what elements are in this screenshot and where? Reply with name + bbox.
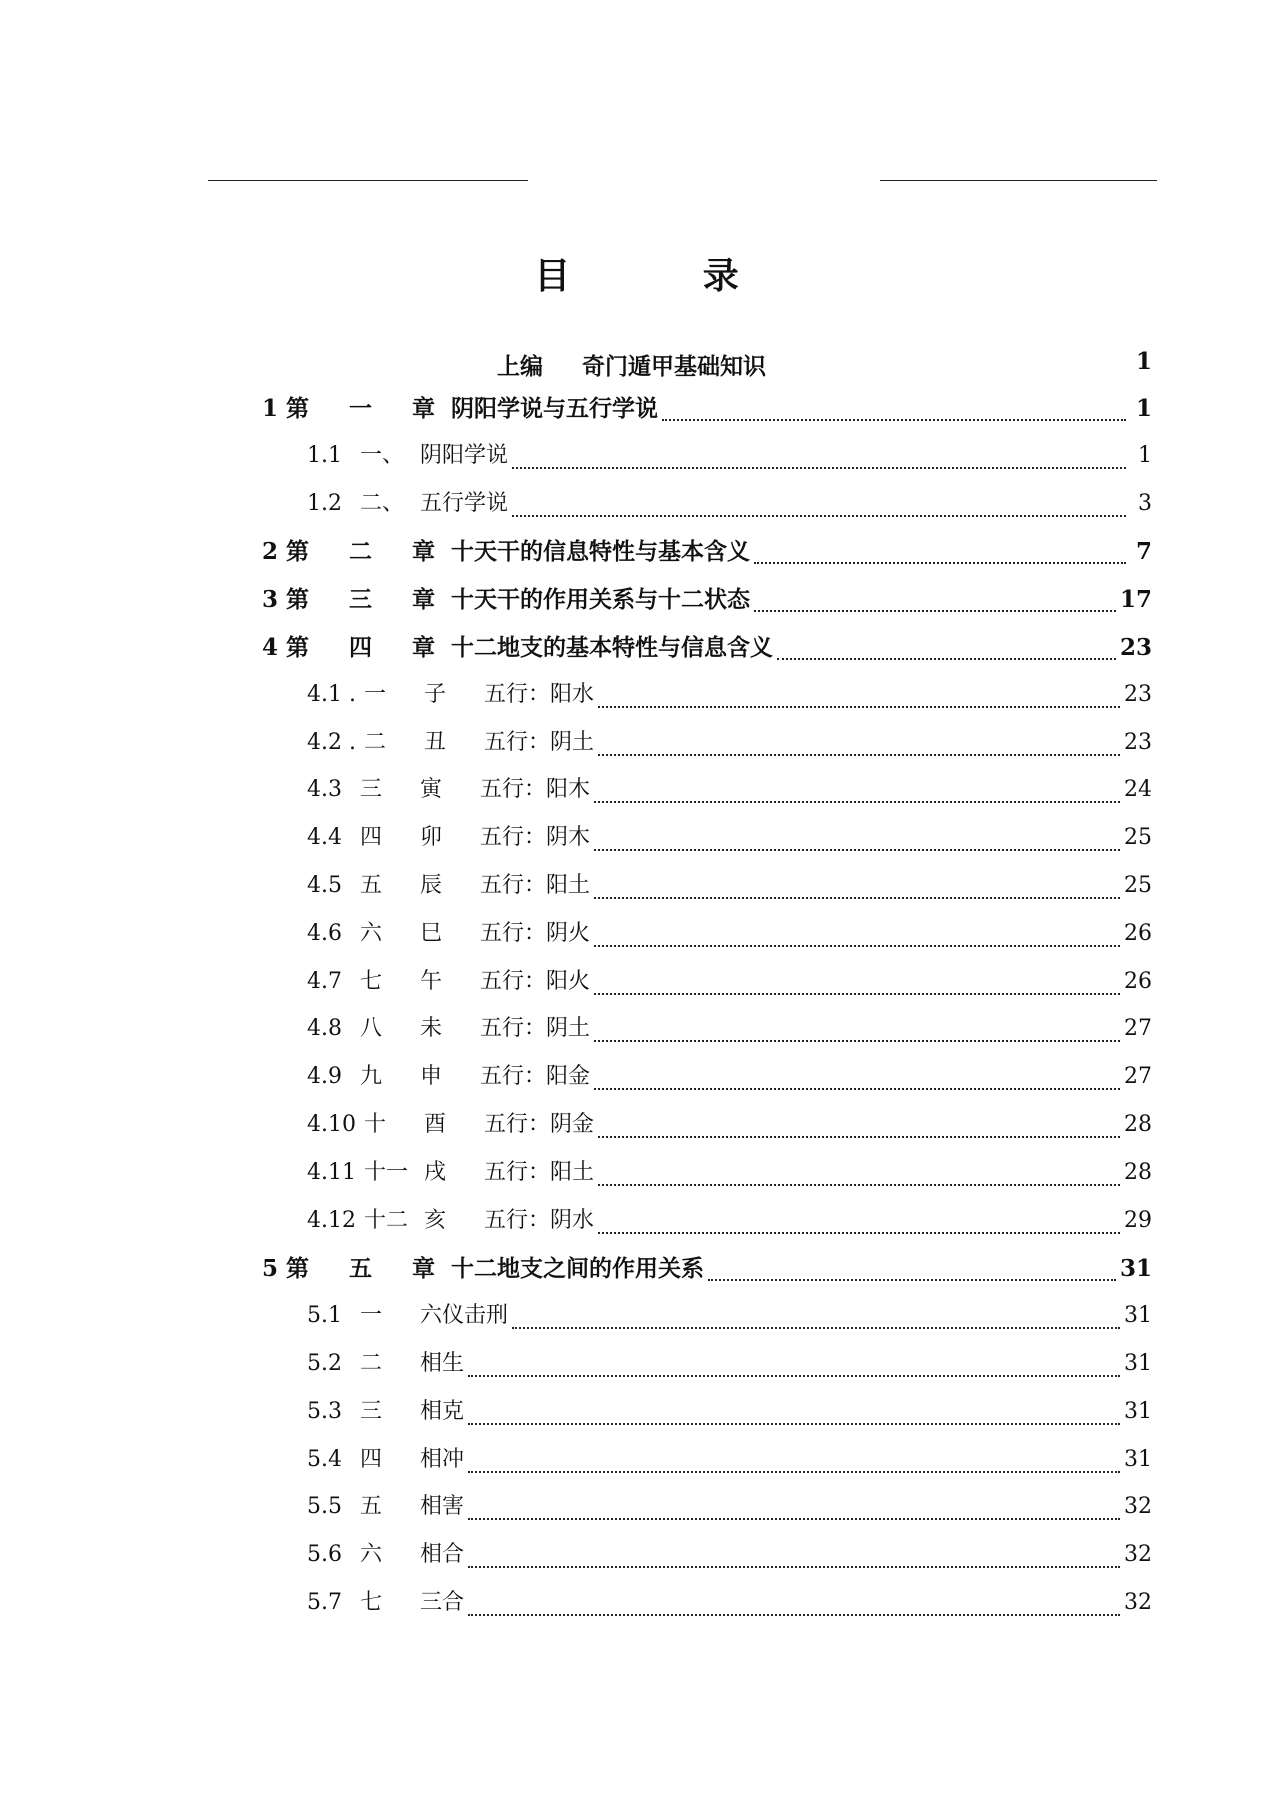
toc-chapter-entry[interactable] xyxy=(262,581,1152,621)
toc-chapter-entry[interactable] xyxy=(262,390,1152,430)
section-number: 1.1 xyxy=(307,442,342,468)
toc-chapter-entry[interactable] xyxy=(262,533,1152,573)
dot-leader xyxy=(512,515,1126,517)
dot-leader xyxy=(598,1184,1120,1186)
section-number: 5.4 xyxy=(307,1446,342,1472)
section-title: 五行：阳金 xyxy=(480,1064,591,1090)
dot-leader xyxy=(598,1232,1120,1234)
section-number: 4.10 xyxy=(307,1112,356,1137)
page-number: 31 xyxy=(1124,1351,1152,1376)
chapter-label: 第 一 章 xyxy=(286,395,452,422)
section-ordinal: 二、 xyxy=(360,490,405,516)
part-page-number: 1 xyxy=(1135,348,1152,375)
section-number: 4.7 xyxy=(307,968,342,994)
section-title: 五行：阴土 xyxy=(483,729,594,755)
section-number: 5.2 xyxy=(307,1351,342,1376)
section-ordinal: 一 xyxy=(363,681,386,707)
section-title: 五行：阳水 xyxy=(483,681,594,707)
page-number: 23 xyxy=(1124,729,1152,755)
dot-leader xyxy=(708,1279,1116,1281)
toc-section-entry[interactable] xyxy=(262,1394,1152,1434)
dot-leader xyxy=(777,658,1116,660)
page-number: 27 xyxy=(1124,1064,1152,1090)
dot-leader xyxy=(512,467,1126,469)
toc-section-entry[interactable] xyxy=(262,1011,1152,1051)
toc-section-entry[interactable] xyxy=(262,1155,1152,1195)
section-ordinal: 七 xyxy=(360,968,383,994)
section-title: 五行：阳木 xyxy=(480,777,591,803)
dot-leader xyxy=(598,754,1120,756)
section-ordinal: 九 xyxy=(360,1064,383,1090)
section-ordinal: 四 xyxy=(360,1446,383,1472)
section-number: 4.2 . xyxy=(307,729,356,755)
section-title: 相生 xyxy=(420,1351,465,1376)
toc-section-entry[interactable] xyxy=(262,916,1152,956)
dot-leader xyxy=(598,706,1120,708)
toc-section-entry[interactable] xyxy=(262,1107,1152,1147)
section-ordinal: 五 xyxy=(360,1494,383,1520)
section-ordinal: 五 xyxy=(360,873,383,898)
dot-leader xyxy=(468,1614,1120,1616)
section-title: 相冲 xyxy=(420,1446,465,1472)
section-ordinal: 一 xyxy=(360,1303,383,1329)
toc-section-entry[interactable] xyxy=(262,1059,1152,1099)
dot-leader xyxy=(754,610,1116,612)
section-title: 相害 xyxy=(420,1494,465,1520)
section-branch: 寅 xyxy=(420,777,443,803)
section-ordinal: 二 xyxy=(363,729,386,755)
section-ordinal: 七 xyxy=(360,1590,383,1615)
page-number: 1 xyxy=(1135,395,1152,422)
section-branch: 辰 xyxy=(420,873,443,898)
section-number: 1.2 xyxy=(307,490,342,516)
section-title: 三合 xyxy=(420,1590,465,1615)
page-number: 29 xyxy=(1124,1207,1152,1233)
page-number: 23 xyxy=(1124,681,1152,707)
section-ordinal: 十 xyxy=(363,1112,386,1137)
dot-leader xyxy=(594,801,1120,803)
section-ordinal: 十一 xyxy=(363,1159,408,1185)
section-branch: 子 xyxy=(423,681,446,707)
section-branch: 巳 xyxy=(420,920,443,946)
section-title: 五行：阴金 xyxy=(483,1112,594,1137)
section-ordinal: 三 xyxy=(360,1398,383,1424)
toc-section-entry[interactable] xyxy=(262,725,1152,765)
section-branch: 戌 xyxy=(423,1159,446,1185)
dot-leader xyxy=(512,1327,1120,1329)
dot-leader xyxy=(594,897,1120,899)
section-ordinal: 十二 xyxy=(363,1207,408,1233)
section-ordinal: 四 xyxy=(360,825,383,851)
page-number: 25 xyxy=(1124,873,1152,898)
page-number: 28 xyxy=(1124,1112,1152,1137)
section-branch: 亥 xyxy=(423,1207,446,1233)
section-branch: 午 xyxy=(420,968,443,994)
toc-section-entry[interactable] xyxy=(262,964,1152,1004)
section-branch: 酉 xyxy=(423,1112,446,1137)
section-title: 五行：阴水 xyxy=(483,1207,594,1233)
page-number: 26 xyxy=(1124,920,1152,946)
section-number: 5.5 xyxy=(307,1494,342,1520)
dot-leader xyxy=(594,1040,1120,1042)
toc-section-entry[interactable] xyxy=(262,1585,1152,1625)
toc-section-entry[interactable] xyxy=(262,868,1152,908)
section-ordinal: 一、 xyxy=(360,442,405,468)
toc-section-entry[interactable] xyxy=(262,1489,1152,1529)
toc-section-entry[interactable] xyxy=(262,1442,1152,1482)
section-number: 4.1 . xyxy=(307,681,356,707)
section-title: 五行：阳土 xyxy=(480,873,591,898)
dot-leader xyxy=(468,1471,1120,1473)
page-number: 31 xyxy=(1124,1303,1152,1329)
chapter-number: 4 xyxy=(262,634,279,661)
page-number: 32 xyxy=(1124,1542,1152,1568)
chapter-title: 十二地支的基本特性与信息含义 xyxy=(451,634,773,661)
toc-section-entry[interactable] xyxy=(262,772,1152,812)
chapter-title: 十天干的信息特性与基本含义 xyxy=(451,538,750,566)
dot-leader xyxy=(598,1136,1120,1138)
chapter-title: 十天干的作用关系与十二状态 xyxy=(451,586,750,614)
toc-section-entry[interactable] xyxy=(262,438,1152,478)
chapter-number: 2 xyxy=(262,538,279,566)
section-branch: 未 xyxy=(420,1016,443,1042)
chapter-number: 5 xyxy=(262,1255,279,1283)
chapter-title: 阴阳学说与五行学说 xyxy=(451,395,658,422)
section-number: 4.11 xyxy=(307,1159,356,1185)
chapter-label: 第 三 章 xyxy=(286,586,452,614)
toc-section-entry[interactable] xyxy=(262,820,1152,860)
section-title: 阴阳学说 xyxy=(420,442,509,468)
section-number: 4.3 xyxy=(307,777,342,803)
toc-section-entry[interactable] xyxy=(262,486,1152,526)
section-title: 五行：阴木 xyxy=(480,825,591,851)
section-number: 4.12 xyxy=(307,1207,356,1233)
page-number: 1 xyxy=(1138,442,1152,468)
dot-leader xyxy=(468,1566,1120,1568)
section-ordinal: 三 xyxy=(360,777,383,803)
section-number: 5.3 xyxy=(307,1398,342,1424)
section-number: 5.7 xyxy=(307,1590,342,1615)
section-title: 五行：阳火 xyxy=(480,968,591,994)
section-title: 相克 xyxy=(420,1398,465,1424)
dot-leader xyxy=(594,1088,1120,1090)
section-title: 相合 xyxy=(420,1542,465,1568)
section-branch: 申 xyxy=(420,1064,443,1090)
dot-leader xyxy=(468,1423,1120,1425)
section-ordinal: 八 xyxy=(360,1016,383,1042)
page-number: 31 xyxy=(1124,1446,1152,1472)
section-number: 4.9 xyxy=(307,1064,342,1090)
chapter-title: 十二地支之间的作用关系 xyxy=(451,1255,704,1283)
dot-leader xyxy=(662,419,1126,421)
part-name: 奇门遁甲基础知识 xyxy=(582,353,766,380)
page-number: 28 xyxy=(1124,1159,1152,1185)
toc-section-entry[interactable] xyxy=(262,1537,1152,1577)
section-ordinal: 二 xyxy=(360,1351,383,1376)
section-number: 4.5 xyxy=(307,873,342,898)
section-title: 五行学说 xyxy=(420,490,509,516)
chapter-label: 第 五 章 xyxy=(286,1255,452,1283)
page-number: 26 xyxy=(1124,968,1152,994)
chapter-label: 第 四 章 xyxy=(286,634,452,661)
page-number: 25 xyxy=(1124,825,1152,851)
page-number: 23 xyxy=(1119,634,1152,661)
section-number: 4.8 xyxy=(307,1016,342,1042)
page-number: 7 xyxy=(1135,538,1152,566)
section-title: 五行：阳土 xyxy=(483,1159,594,1185)
chapter-label: 第 二 章 xyxy=(286,538,452,566)
part-label: 上编 xyxy=(497,353,543,380)
header-rule-left xyxy=(208,180,528,181)
section-title: 五行：阴火 xyxy=(480,920,591,946)
dot-leader xyxy=(754,562,1126,564)
page-number: 31 xyxy=(1119,1255,1152,1283)
section-ordinal: 六 xyxy=(360,920,383,946)
section-ordinal: 六 xyxy=(360,1542,383,1568)
page-number: 32 xyxy=(1124,1494,1152,1520)
section-number: 5.1 xyxy=(307,1303,342,1329)
section-number: 4.4 xyxy=(307,825,342,851)
header-rule-right xyxy=(880,180,1157,181)
page-number: 32 xyxy=(1124,1590,1152,1615)
section-title: 六仪击刑 xyxy=(420,1303,509,1329)
page-number: 31 xyxy=(1124,1398,1152,1424)
section-title: 五行：阴土 xyxy=(480,1016,591,1042)
page-number: 17 xyxy=(1119,586,1152,614)
toc-chapter-entry[interactable] xyxy=(262,629,1152,669)
page-number: 27 xyxy=(1124,1016,1152,1042)
toc-section-entry[interactable] xyxy=(262,1203,1152,1243)
dot-leader xyxy=(468,1518,1120,1520)
section-branch: 丑 xyxy=(423,729,446,755)
page-title: 目 录 xyxy=(534,255,799,297)
chapter-number: 3 xyxy=(262,586,279,614)
toc-section-entry[interactable] xyxy=(262,1346,1152,1386)
chapter-number: 1 xyxy=(262,395,279,422)
dot-leader xyxy=(468,1375,1120,1377)
toc-section-entry[interactable] xyxy=(262,1298,1152,1338)
dot-leader xyxy=(594,993,1120,995)
dot-leader xyxy=(594,849,1120,851)
page-number: 24 xyxy=(1124,777,1152,803)
section-branch: 卯 xyxy=(420,825,443,851)
page-number: 3 xyxy=(1138,490,1152,516)
toc-section-entry[interactable] xyxy=(262,677,1152,717)
toc-chapter-entry[interactable] xyxy=(262,1250,1152,1290)
section-number: 5.6 xyxy=(307,1542,342,1568)
section-number: 4.6 xyxy=(307,920,342,946)
dot-leader xyxy=(594,945,1120,947)
toc-part-heading[interactable] xyxy=(262,342,1152,382)
